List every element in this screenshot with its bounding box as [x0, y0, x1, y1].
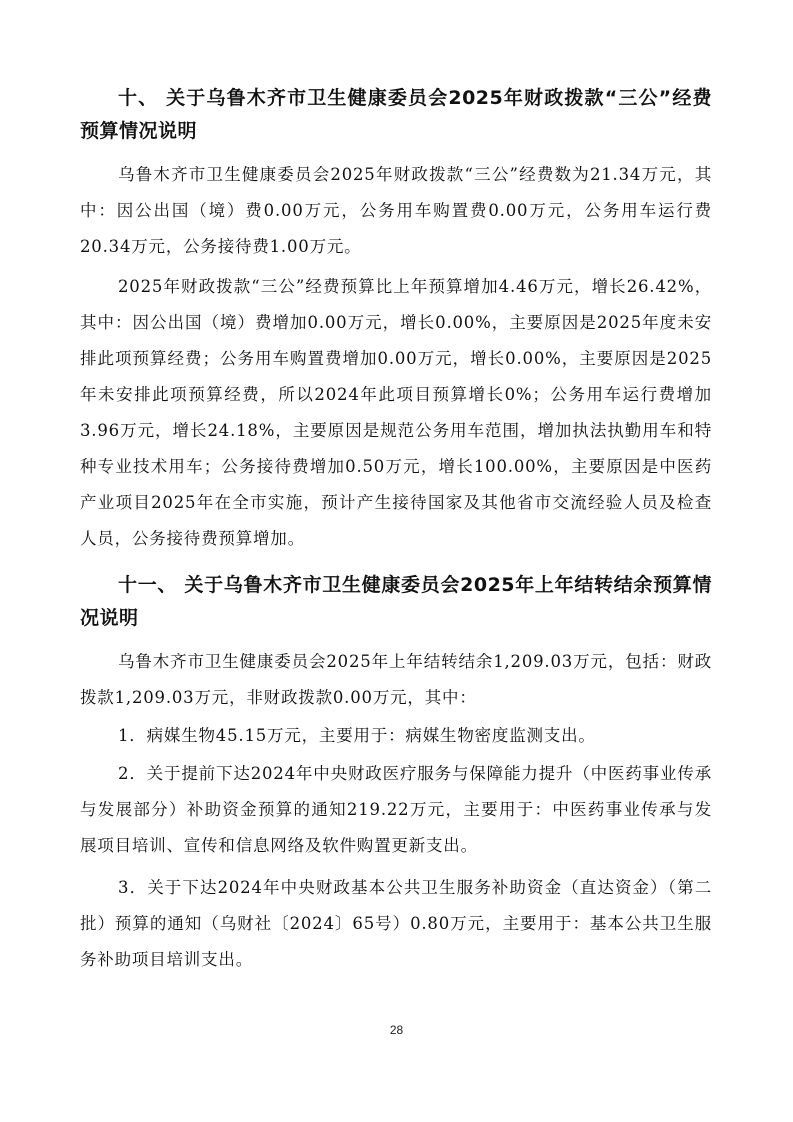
section-10-paragraph-1: 乌鲁木齐市卫生健康委员会2025年财政拨款“三公”经费数为21.34万元，其中：因公出国（境）费0.00万元，公务用车购置费0.00万元，公务用车运行费20.34万元，公务接待费1.00万元。 [80, 165, 712, 256]
page-number: 28 [389, 1023, 404, 1037]
section-11-paragraph-1: 乌鲁木齐市卫生健康委员会2025年上年结转结余1,209.03万元，包括：财政拨款1,209.03万元，非财政拨款0.00万元，其中： [80, 652, 712, 707]
section-11-item-2: 2．关于提前下达2024年中央财政医疗服务与保障能力提升（中医药事业传承与发展部分）补助资金预算的通知219.22万元，主要用于：中医药事业传承与发展项目培训、宣传和信息网络及软件购置更新支出。 [80, 764, 712, 855]
section-11-item-1: 1．病媒生物45.15万元，主要用于：病媒生物密度监测支出。 [118, 726, 596, 745]
section-11-item-3: 3．关于下达2024年中央财政基本公共卫生服务补助资金（直达资金）（第二批）预算的通知（乌财社〔2024〕65号）0.80万元，主要用于：基本公共卫生服务补助项目培训支出。 [80, 878, 712, 969]
section-10-paragraph-2: 2025年财政拨款“三公”经费预算比上年预算增加4.46万元，增长26.42%，其中：因公出国（境）费增加0.00万元，增长0.00%，主要原因是2025年度未安排此项预算经费；公务用车购置费增加0.00万元，增长0.00%，主要原因是2025年未安排此项预算经费，所以2024年此项目预算增长0%；公务用车运行费增加3.96万元，增长24.18%，主要原因是规范公务用车范围，增加执法执勤用车和特种专业技术用车；公务接待费增加0.50万元，增长100.00%，主要原因是中医药产业项目2025年在全市实施，预计产生接待国家及其他省市交流经验人员及检查人员，公务接待费预算增加。 [80, 277, 712, 548]
section-10-heading: 十、 关于乌鲁木齐市卫生健康委员会2025年财政拨款“三公”经费预算情况说明 [80, 87, 712, 142]
section-11-heading: 十一、 关于乌鲁木齐市卫生健康委员会2025年上年结转结余预算情况说明 [80, 574, 712, 629]
